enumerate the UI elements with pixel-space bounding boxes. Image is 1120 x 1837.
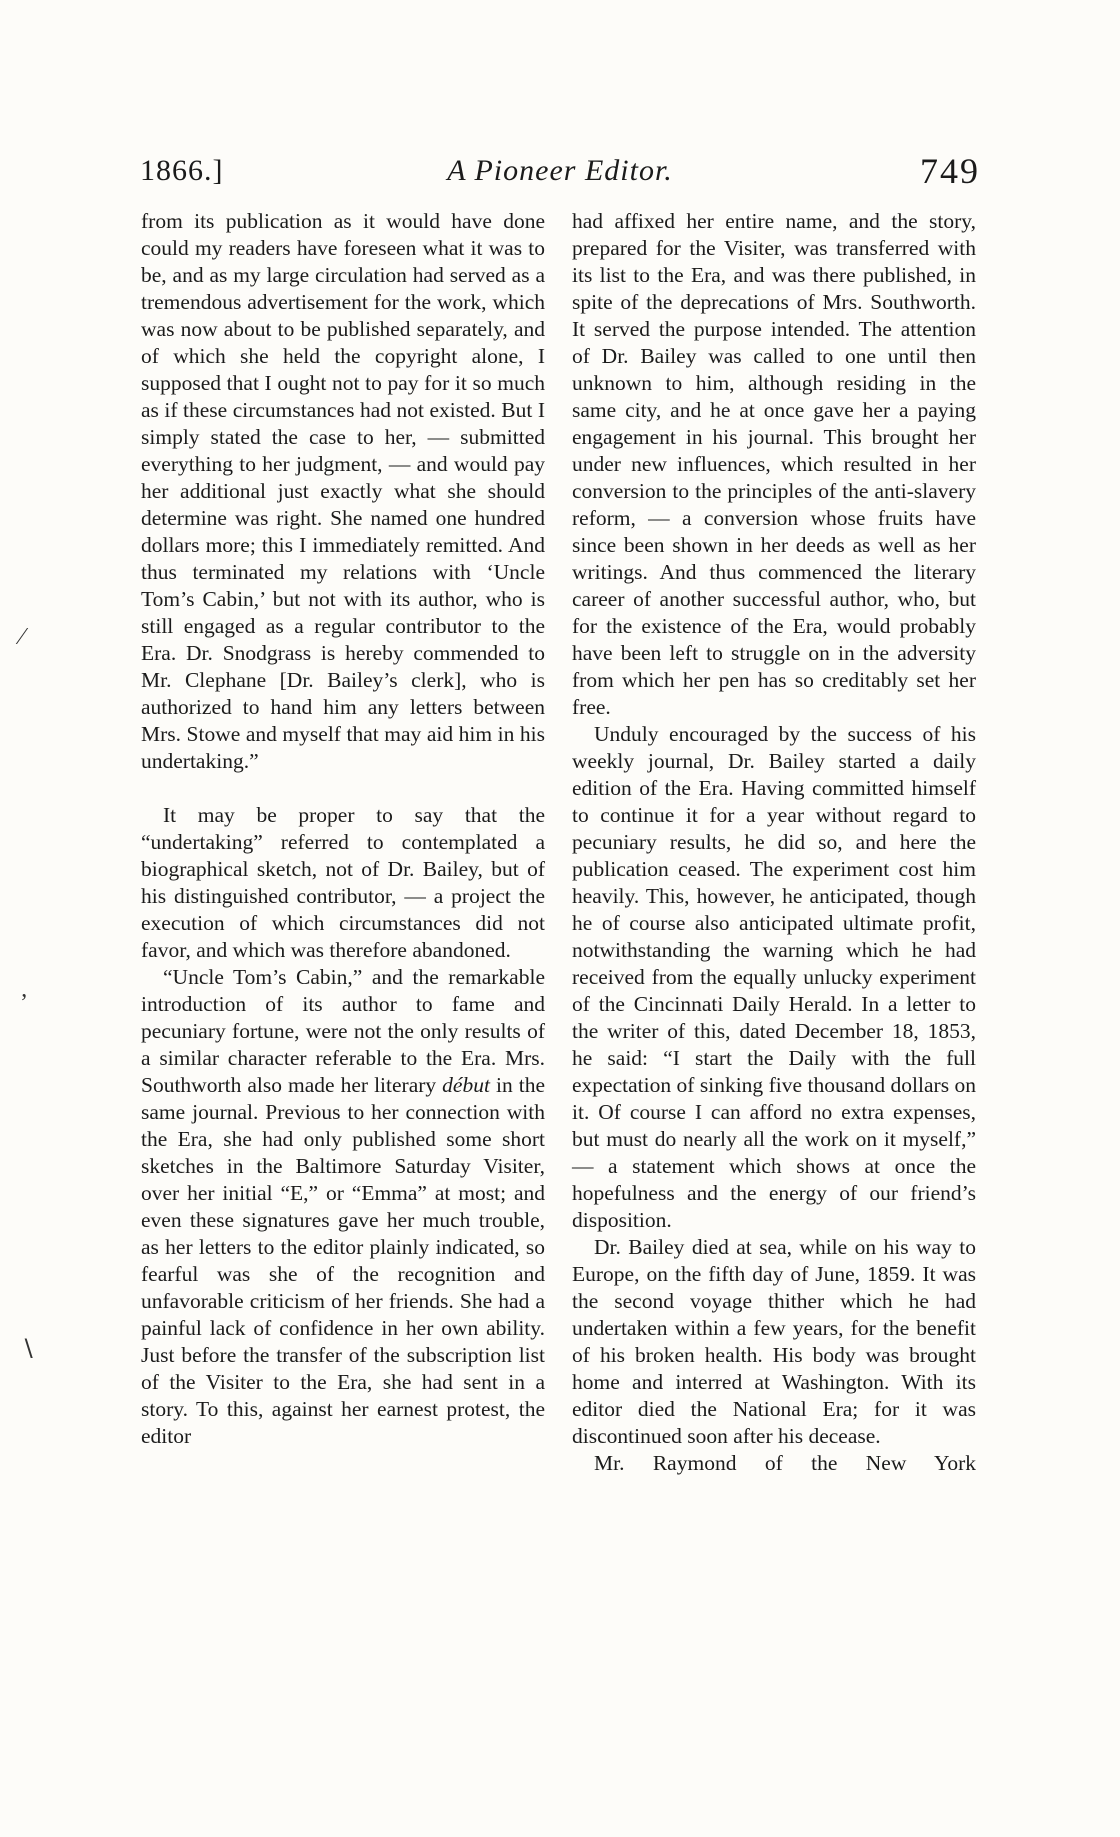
running-head-year: 1866.]	[140, 154, 224, 187]
margin-mark: ’	[20, 990, 28, 1016]
paragraph: from its publication as it would have done could my readers have foreseen what it was to be, and as my large circulation had served as a tremendous advertisement for the work, which was now about to be published separately, and of which she held the copyright alone, I supposed that I ought not to pay for it so much as if these circumstances had not existed. But I simply stated the case to her, — submitted everything to her judgment, — and would pay her additional just exactly what she should determine was right. She named one hundred dollars more; this I immediately remitted. And thus terminated my relations with ‘Uncle Tom’s Cabin,’ but not with its author, who is still engaged as a regular contributor to the Era. Dr. Snodgrass is hereby commended to Mr. Clephane [Dr. Bailey’s clerk], who is authorized to hand him any letters between Mrs. Stowe and myself that may aid him in his undertaking.”	[141, 209, 545, 773]
paragraph: had affixed her entire name, and the story, prepared for the Visiter, was transferred with its list to the Era, and was there published, in spite of the deprecations of Mrs. Southworth. It served the purpose intended. The attention of Dr. Bailey was called to one until then unknown to him, although residing in the same city, and he at once gave her a paying engagement in his journal. This brought her under new influences, which resulted in her conversion to the principles of the anti-slavery reform, — a conversion whose fruits have since been shown in her deeds as well as her writings. And thus commenced the literary career of another successful author, who, but for the existence of the Era, would probably have been left to struggle on in the adversity from which her pen has so creditably set her free.	[572, 209, 976, 719]
paragraph	[141, 964, 545, 1450]
italic-word: début	[442, 1073, 490, 1097]
paragraph: It may be proper to say that the “undertaking” referred to contemplated a biographical sketch, not of Dr. Bailey, but of his distinguished contributor, — a project the execution of which circumstances did not favor, and which was therefore abandoned.	[141, 803, 545, 962]
paragraph: Unduly encouraged by the success of his weekly journal, Dr. Bailey started a daily edition of the Era. Having committed himself to continue it for a year without regard to pecuniary results, he did so, and here the publication ceased. The experiment cost him heavily. This, however, he anticipated, though he of course also anticipated ultimate profit, notwithstanding the warning which he had received from the equally unlucky experiment of the Cincinnati Daily Herald. In a letter to the writer of this, dated December 18, 1853, he said: “I start the Daily with the full expectation of sinking five thousand dollars on it. Of course I can afford no extra expenses, but must do nearly all the work on it myself,” — a statement which shows at once the hopefulness and the energy of our friend’s disposition.	[572, 722, 976, 1232]
margin-mark: ∖	[20, 1337, 36, 1363]
paragraph-text: in the same journal. Previous to her connection with the Era, she had only published some short sketches in the Baltimore Saturday Visiter, over her initial “E,” or “Emma” at most; and even these signatures gave her much trouble, as her letters to the editor plainly indicated, so fearful was she of the recognition and unfavorable criticism of her friends. She had a painful lack of confidence in her own ability. Just before the transfer of the subscription list of the Visiter to the Era, she had sent in a story. To this, against her earnest protest, the editor	[141, 1073, 545, 1448]
right-column	[572, 208, 976, 1477]
running-head	[140, 150, 980, 200]
paragraph: Mr. Raymond of the New York	[594, 1451, 976, 1475]
paragraph-text: “Uncle Tom’s Cabin,” and the remarkable introduction of its author to fame and pecuniary fortune, were not the only results of a similar character referable to the Era. Mrs. Southworth also made her literary	[141, 965, 545, 1097]
margin-mark: ⁄	[20, 624, 25, 650]
running-head-title: A Pioneer Editor.	[447, 154, 673, 187]
page-number: 749	[920, 151, 980, 191]
paragraph: Dr. Bailey died at sea, while on his way to Europe, on the fifth day of June, 1859. It was the second voyage thither which he had undertaken within a few years, for the benefit of his broken health. His body was brought home and interred at Washington. With its editor died the National Era; for it was discontinued soon after his decease.	[572, 1235, 976, 1448]
left-column	[141, 208, 545, 1450]
